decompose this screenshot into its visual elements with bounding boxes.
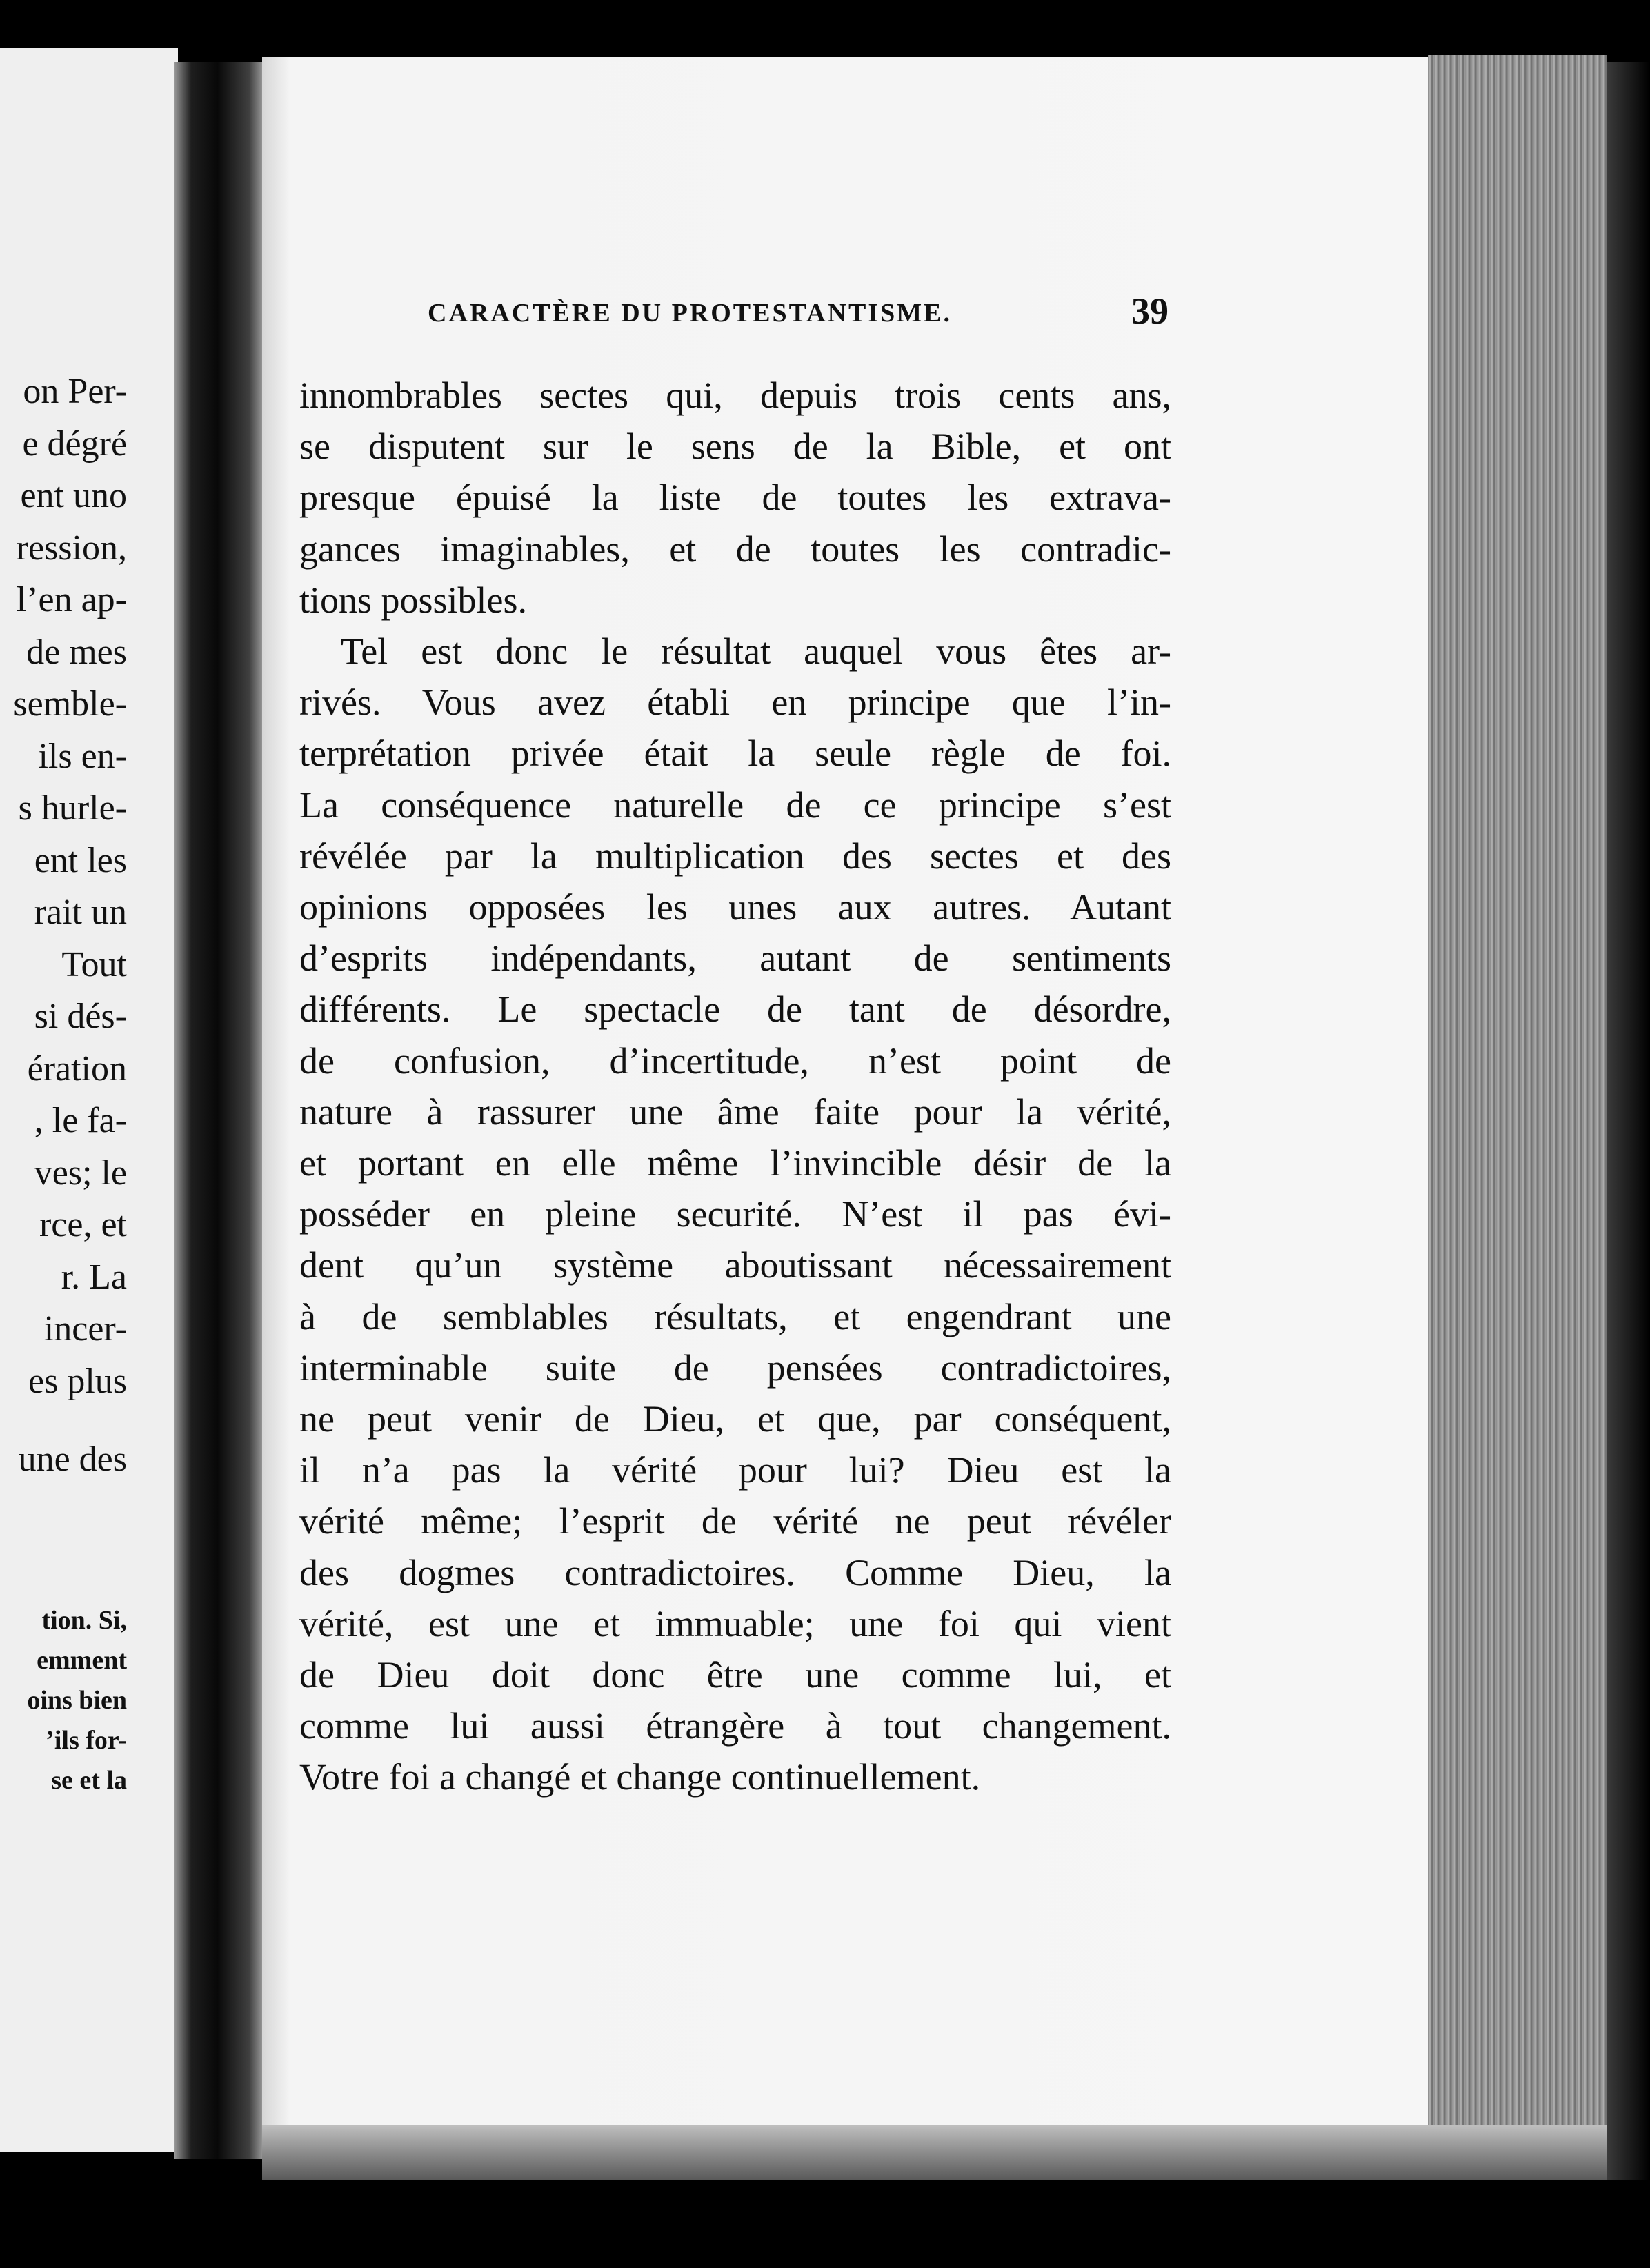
left-line: on Per-: [23, 372, 127, 411]
left-note-line: ’ils for-: [46, 1726, 127, 1755]
left-paragraph-gap: [0, 1407, 127, 1433]
book-gutter: [174, 62, 270, 2159]
page-number: 39: [1131, 290, 1169, 332]
body-line: rivés. Vous avez établi en principe que l’in-: [299, 682, 1171, 724]
left-line: incer-: [43, 1309, 127, 1349]
body-line: opinions opposées les unes aux autres. Autant: [299, 886, 1171, 928]
body-line: de confusion, d’incertitude, n’est point de: [299, 1040, 1171, 1082]
running-head: [428, 290, 1169, 339]
page-edges: [1428, 55, 1607, 2180]
body-line: il n’a pas la vérité pour lui? Dieu est la: [299, 1449, 1171, 1491]
body-line: de Dieu doit donc être une comme lui, et: [299, 1654, 1171, 1696]
left-line: semble-: [13, 684, 127, 724]
left-line: l’en ap-: [16, 580, 127, 619]
body-line: révélée par la multiplication des sectes et des: [299, 835, 1171, 877]
left-line: ves; le: [34, 1153, 127, 1193]
left-line: es plus: [28, 1361, 127, 1401]
left-page: [0, 48, 178, 2152]
left-line: e dégré: [22, 424, 127, 464]
body-line: interminable suite de pensées contradictoires,: [299, 1346, 1171, 1389]
left-line: rce, et: [39, 1205, 127, 1244]
left-line: r. La: [61, 1257, 127, 1297]
body-line: comme lui aussi étrangère à tout changement.: [299, 1705, 1171, 1747]
left-line: , le fa-: [34, 1101, 127, 1140]
left-page-footnotes: [0, 1600, 127, 1800]
left-line: ression,: [16, 528, 127, 568]
left-note-line: se et la: [51, 1766, 127, 1795]
body-line: et portant en elle même l’invincible désir de la: [299, 1142, 1171, 1184]
bottom-page-edge: [262, 2125, 1607, 2180]
left-line: s hurle-: [18, 788, 127, 828]
body-line: d’esprits indépendants, autant de sentiments: [299, 937, 1171, 979]
body-line: innombrables sectes qui, depuis trois cents ans,: [299, 375, 1171, 416]
body-line: à de semblables résultats, et engendrant une: [299, 1295, 1171, 1337]
body-line: vérité même; l’esprit de vérité ne peut révéler: [299, 1500, 1171, 1542]
body-text: [299, 370, 1171, 1803]
body-line: presque épuisé la liste de toutes les extrava-: [299, 477, 1171, 519]
left-line: ent les: [34, 840, 127, 880]
body-line: vérité, est une et immuable; une foi qui vient: [299, 1602, 1171, 1644]
left-line: de mes: [26, 632, 127, 672]
left-line: ération: [27, 1048, 127, 1088]
running-title: CARACTÈRE DU PROTESTANTISME.: [428, 299, 953, 328]
left-line: si dés-: [34, 997, 127, 1036]
left-note-line: emment: [37, 1646, 127, 1675]
left-note-line: tion. Si,: [41, 1606, 127, 1635]
body-line: différents. Le spectacle de tant de désordre,: [299, 988, 1171, 1031]
body-line: terprétation privée était la seule règle de foi.: [299, 733, 1171, 775]
left-line: ent uno: [20, 476, 127, 515]
body-line: tions possibles.: [299, 579, 528, 621]
body-line: Votre foi a changé et change continuellement.: [299, 1756, 981, 1798]
left-line: ils en-: [38, 736, 127, 776]
left-line: Tout: [61, 944, 127, 984]
body-line: des dogmes contradictoires. Comme Dieu, la: [299, 1551, 1171, 1593]
body-line: nature à rassurer une âme faite pour la vérité,: [299, 1091, 1171, 1133]
left-note-line: oins bien: [27, 1686, 127, 1715]
body-line: Tel est donc le résultat auquel vous êtes ar-: [341, 630, 1171, 673]
left-line: une des: [18, 1440, 127, 1479]
body-line: se disputent sur le sens de la Bible, et ont: [299, 426, 1171, 468]
body-line: dent qu’un système aboutissant nécessairement: [299, 1244, 1171, 1286]
left-page-text: [0, 366, 127, 1486]
body-line: gances imaginables, et de toutes les contradic-: [299, 528, 1171, 570]
body-line: ne peut venir de Dieu, et que, par conséquent,: [299, 1398, 1171, 1440]
body-line: La conséquence naturelle de ce principe s’est: [299, 784, 1171, 826]
edge-shadow: [1607, 62, 1650, 2180]
left-line: rait un: [34, 893, 127, 932]
body-line: posséder en pleine securité. N’est il pas évi-: [299, 1193, 1171, 1235]
